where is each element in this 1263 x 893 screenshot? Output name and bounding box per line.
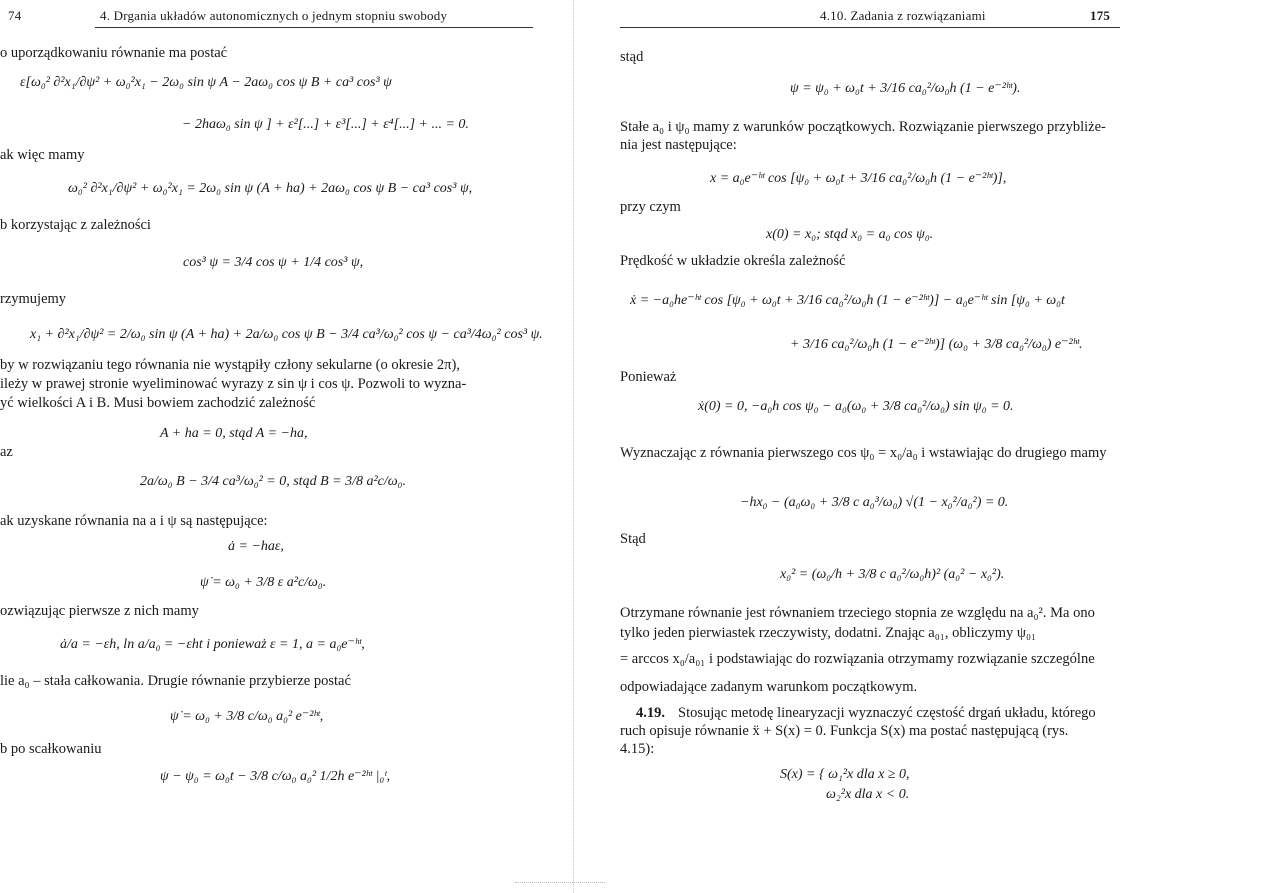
equation: x₀² = (ω₀/h + 3/8 c a₀²/ω₀h)² (a₀² − x₀²). — [780, 567, 1005, 582]
text-line: = arccos x₀/a₀₁ i podstawiając do rozwiązania otrzymamy rozwiązanie szczególne — [620, 651, 1095, 667]
equation: ω₀² ∂²x₁/∂ψ² + ω₀²x₁ = 2ω₀ sin ψ (A + ha) + 2aω₀ cos ψ B − ca³ cos³ ψ, — [68, 181, 473, 196]
right-running-head: 4.10. Zadania z rozwiązaniami — [820, 8, 986, 23]
equation: A + ha = 0, stąd A = −ha, — [160, 426, 308, 441]
text-line: stąd — [620, 49, 644, 65]
text-line: przy czym — [620, 199, 681, 215]
equation: ȧ/a = −εh, ln a/a₀ = −εht i ponieważ ε = 1, a = a₀e⁻ʰᵗ, — [60, 637, 365, 652]
text-line: Stosując metodę linearyzacji wyznaczyć częstość drgań układu, którego — [678, 705, 1096, 721]
text-line: ruch opisuje równanie ẍ + S(x) = 0. Funkcja S(x) ma postać następującą (rys. — [620, 723, 1069, 739]
text-line: yć wielkości A i B. Musi bowiem zachodzić zależność — [0, 395, 316, 411]
equation: + 3/16 ca₀²/ω₀h (1 − e⁻²ʰᵗ)] (ω₀ + 3/8 ca₀²/ω₀) e⁻²ʰᵗ. — [790, 337, 1083, 352]
exercise-number: 4.19. — [636, 705, 665, 721]
text-line: odpowiadające zadanym warunkom początkowym. — [620, 679, 918, 695]
text-line: Prędkość w układzie określa zależność — [620, 253, 846, 269]
equation: ψ̇ = ω₀ + 3/8 c/ω₀ a₀² e⁻²ʰᵗ, — [170, 709, 324, 724]
right-header-rule — [620, 27, 1120, 28]
text-line: Ponieważ — [620, 369, 677, 385]
equation: ψ̇ = ω₀ + 3/8 ε a²c/ω₀. — [200, 575, 327, 590]
text-line: lie a₀ – stała całkowania. Drugie równanie przybierze postać — [0, 673, 351, 689]
page-gutter — [573, 0, 574, 893]
text-line: ak więc mamy — [0, 147, 85, 163]
equation: x₁ + ∂²x₁/∂ψ² = 2/ω₀ sin ψ (A + ha) + 2a/ω₀ cos ψ B − 3/4 ca³/ω₀² cos ψ − ca³/4ω₀² cos³ ψ. — [30, 327, 543, 342]
text-line: o uporządkowaniu równanie ma postać — [0, 45, 228, 61]
equation: x = a₀e⁻ʰᵗ cos [ψ₀ + ω₀t + 3/16 ca₀²/ω₀h (1 − e⁻²ʰᵗ)], — [710, 171, 1007, 186]
text-line: Stąd — [620, 531, 646, 547]
equation: x(0) = x₀; stąd x₀ = a₀ cos ψ₀. — [766, 227, 934, 242]
equation: ω₂²x dla x < 0. — [826, 787, 910, 802]
equation: ε[ω₀² ∂²x₁/∂ψ² + ω₀²x₁ − 2ω₀ sin ψ A − 2aω₀ cos ψ B + ca³ cos³ ψ — [20, 75, 392, 90]
equation: ψ − ψ₀ = ω₀t − 3/8 c/ω₀ a₀² 1/2h e⁻²ʰᵗ |₀ᵗ, — [160, 769, 391, 784]
equation: ψ = ψ₀ + ω₀t + 3/16 ca₀²/ω₀h (1 − e⁻²ʰᵗ). — [790, 81, 1021, 96]
text-line: nia jest następujące: — [620, 137, 737, 153]
left-header-rule — [95, 27, 533, 28]
equation: ẋ(0) = 0, −a₀h cos ψ₀ − a₀(ω₀ + 3/8 ca₀²/ω₀) sin ψ₀ = 0. — [698, 399, 1014, 414]
text-line: az — [0, 444, 13, 460]
left-running-head: 4. Drgania układów autonomicznych o jednym stopniu swobody — [100, 8, 448, 23]
text-line: ak uzyskane równania na a i ψ są następujące: — [0, 513, 268, 529]
text-line: ozwiązując pierwsze z nich mamy — [0, 603, 199, 619]
text-line: Wyznaczając z równania pierwszego cos ψ₀ = x₀/a₀ i wstawiając do drugiego mamy — [620, 445, 1107, 461]
text-line: tylko jeden pierwiastek rzeczywisty, dodatni. Znając a₀₁, obliczymy ψ₀₁ — [620, 625, 1037, 641]
text-line: rzymujemy — [0, 291, 67, 307]
text-line: ileży w prawej stronie wyeliminować wyrazy z sin ψ i cos ψ. Pozwoli to wyzna- — [0, 376, 467, 392]
equation: − 2haω₀ sin ψ ] + ε²[...] + ε³[...] + ε⁴[...] + ... = 0. — [182, 117, 469, 132]
equation: S(x) = { ω₁²x dla x ≥ 0, — [780, 767, 910, 782]
text-line: 4.15): — [620, 741, 655, 757]
equation: ȧ = −haε, — [228, 539, 284, 554]
text-line: by w rozwiązaniu tego równania nie wystąpiły człony sekularne (o okresie 2π), — [0, 357, 460, 373]
right-page-number: 175 — [1090, 8, 1111, 23]
text-line: Otrzymane równanie jest równaniem trzeciego stopnia ze względu na a₀². Ma ono — [620, 605, 1095, 621]
left-page-number: 74 — [8, 8, 22, 23]
text-line: b po scałkowaniu — [0, 741, 102, 757]
equation: cos³ ψ = 3/4 cos ψ + 1/4 cos³ ψ, — [183, 255, 364, 270]
text-line: b korzystając z zależności — [0, 217, 151, 233]
equation: −hx₀ − (a₀ω₀ + 3/8 c a₀³/ω₀) √(1 − x₀²/a₀²) = 0. — [740, 495, 1009, 510]
right-page — [590, 0, 1263, 893]
equation: ẋ = −a₀he⁻ʰᵗ cos [ψ₀ + ω₀t + 3/16 ca₀²/ω₀h (1 − e⁻²ʰᵗ)] − a₀e⁻ʰᵗ sin [ψ₀ + ω₀t — [630, 293, 1065, 308]
left-page — [0, 0, 560, 893]
text-line: Stałe a₀ i ψ₀ mamy z warunków początkowych. Rozwiązanie pierwszego przybliże- — [620, 119, 1106, 135]
equation: 2a/ω₀ B − 3/4 ca³/ω₀² = 0, stąd B = 3/8 a²c/ω₀. — [140, 474, 407, 489]
